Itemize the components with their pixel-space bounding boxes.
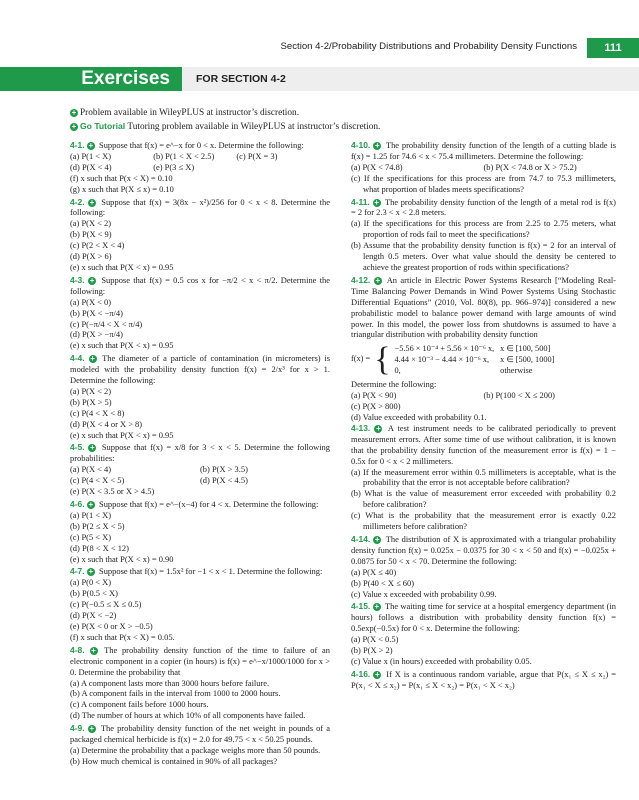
pdf-cases xyxy=(395,343,561,376)
problem-options xyxy=(351,467,616,532)
option-item: (b) P(X > 3.5) xyxy=(200,464,248,475)
problem-options xyxy=(70,386,330,441)
problem-statement xyxy=(70,645,330,678)
plus-icon: + xyxy=(90,354,95,364)
pdf-case-cond: x ∈ [500, 1000] xyxy=(500,355,555,365)
problem-4-4- xyxy=(70,353,330,440)
option-item: (b) P(X > 2) xyxy=(351,645,393,656)
brace-glyph: { xyxy=(374,340,391,378)
problem-text: Suppose that f(x) = 0.5 cos x for −π/2 < x < π/2. Determine the following: xyxy=(70,274,331,296)
problem-options xyxy=(70,577,330,642)
problem-statement xyxy=(351,140,616,162)
option-item: (c) P(5 < X) xyxy=(70,531,112,542)
problem-number: 4-3. xyxy=(70,274,89,285)
option-item: (e) P(3 ≤ X) xyxy=(153,161,195,172)
option-item: (d) P(X < −2) xyxy=(70,610,117,621)
option-item: (c) P(−π/4 < X < π/4) xyxy=(70,318,143,329)
option-item: (b) P(40 < X ≤ 60) xyxy=(351,577,415,588)
plus-icon: + xyxy=(89,275,95,285)
problem-number: 4-9. xyxy=(70,723,88,734)
option-item: (a) P(X < 0.5) xyxy=(351,634,399,645)
option-item: (a) P(X < 0) xyxy=(70,296,112,307)
problem-options xyxy=(70,678,330,722)
problem-number: 4-4. xyxy=(70,353,89,364)
problem-statement xyxy=(70,275,330,297)
pdf-case-row xyxy=(395,343,561,354)
problem-statement xyxy=(351,601,616,634)
problem-4-3- xyxy=(70,275,330,351)
problem-number: 4-7. xyxy=(70,566,87,577)
problem-number: 4-12. xyxy=(351,274,374,285)
problem-text: A test instrument needs to be calibrated periodically to prevent measurement errors. After some time of use without calibration, it is known that the probability density function of the measurement error is f(x) = 1 − 0.5x for 0 < x < 2 millimeters. xyxy=(351,422,616,466)
pdf-lhs: f(x) = xyxy=(351,354,371,364)
option-item: (b) P(X < 74.8 or X > 75.2) xyxy=(483,161,577,172)
option-item: (b) P(1 < X < 2.5) xyxy=(153,150,215,161)
option-item: (d) P(X > −π/4) xyxy=(70,329,123,340)
option-item: (d) The number of hours at which 10% of all components have failed. xyxy=(70,710,306,721)
option-item: (c) Value x (in hours) exceeded with probability 0.05. xyxy=(351,655,532,666)
problem-number: 4-10. xyxy=(351,140,374,150)
problem-options xyxy=(70,745,330,767)
option-item: (b) Assume that the probability density function is f(x) = 2 for an interval of length 0.5 meters. Over what value should the density be centered to achieve the greatest proportion of rods within specifications? xyxy=(351,240,616,272)
legend-line-wileyplus: + Problem available in WileyPLUS at instructor’s discretion. xyxy=(71,108,300,118)
option-item: (c) P(X = 3) xyxy=(236,150,278,161)
problem-options xyxy=(70,464,330,497)
option-item: (c) What is the probability that the measurement error is exactly 0.22 millimeters before calibration? xyxy=(351,510,616,532)
pdf-case-expr: 4.44 × 10⁻³ − 4.44 × 10⁻⁶ x, xyxy=(394,355,490,365)
option-item: (f) x such that P(x < X) = 0.10 xyxy=(70,172,173,183)
problem-number: 4-14. xyxy=(351,534,374,544)
problem-number: 4-13. xyxy=(351,422,375,433)
option-item: (a) P(X < 2) xyxy=(70,218,112,229)
problem-text: The probability density function of the net weight in pounds of a packaged chemical herbicide is f(x) = 2.0 for 49.75 < x < 50.25 pounds. xyxy=(70,723,330,745)
option-item: (a) P(X < 90) xyxy=(351,390,397,401)
plus-icon: + xyxy=(71,122,77,131)
pdf-case-row xyxy=(395,365,561,376)
problem-number: 4-5. xyxy=(70,442,89,453)
option-item: (f) x such that P(x < X) = 0.05. xyxy=(70,631,175,642)
option-item: (e) x such that P(X < x) = 0.95 xyxy=(70,340,174,351)
option-item: (a) Determine the probability that a package weighs more than 50 pounds. xyxy=(70,744,321,755)
problem-options xyxy=(70,151,330,173)
go-tutorial-label: Go Tutorial xyxy=(80,121,126,131)
problem-text: Suppose that f(x) = 1.5x² for −1 < x < 1. Determine the following: xyxy=(99,566,323,577)
option-item: (a) P(1 < X) xyxy=(70,150,112,161)
option-item: (b) P(2 ≤ X < 5) xyxy=(70,520,125,531)
plus-icon: + xyxy=(374,141,380,150)
problem-statement xyxy=(70,353,330,386)
exercises-subtitle: FOR SECTION 4-2 xyxy=(196,73,286,85)
plus-icon: + xyxy=(374,535,380,544)
option-item: (c) If the specifications for this process are from 74.7 to 75.3 millimeters, what proportion of blades meets specifications? xyxy=(351,172,616,194)
plus-icon: + xyxy=(88,567,94,577)
problem-text: Suppose that f(x) = e^−(x−4) for 4 < x. Determine the following: xyxy=(99,499,319,509)
option-item: (a) If the measurement error within 0.5 millimeters is acceptable, what is the probability that the error is not acceptable before calibration? xyxy=(351,466,616,488)
problem-4-5- xyxy=(70,442,330,497)
pdf-after: Determine the following: xyxy=(351,379,437,390)
option-item: (b) P(X < −π/4) xyxy=(70,307,123,318)
option-item: (d) P(X < 4 or X > 8) xyxy=(70,418,143,429)
option-item: (e) P(X < 0 or X > −0.5) xyxy=(70,620,153,631)
option-item: (a) P(0 < X) xyxy=(70,577,112,588)
option-item: (b) P(X < 9) xyxy=(70,229,112,240)
legend-line-tutorial: + Go Tutorial Tutoring problem available in WileyPLUS at instructor’s discretion. xyxy=(71,121,381,132)
problem-options xyxy=(70,510,330,565)
problem-4-8- xyxy=(70,645,330,721)
legend xyxy=(70,107,380,134)
problem-number: 4-16. xyxy=(351,668,374,679)
option-item: (c) P(4 < X < 5) xyxy=(70,475,125,486)
plus-icon: + xyxy=(89,724,95,734)
plus-icon: + xyxy=(89,197,95,207)
problem-statement xyxy=(351,669,616,691)
problem-4-14- xyxy=(351,534,616,599)
problem-4-2- xyxy=(70,197,330,273)
problem-text: Suppose that f(x) = x/8 for 3 < x < 5. Determine the following probabilities: xyxy=(70,442,330,464)
plus-icon: + xyxy=(91,645,96,655)
plus-icon: + xyxy=(89,443,95,453)
problem-statement xyxy=(70,442,330,464)
option-item: (d) Value exceeded with probability 0.1. xyxy=(351,412,487,423)
option-item: (d) P(X < 4.5) xyxy=(200,475,248,486)
problem-statement xyxy=(70,140,330,151)
option-item: (b) How much chemical is contained in 90% of all packages? xyxy=(70,755,278,766)
option-item: (c) P(4 < X < 8) xyxy=(70,407,125,418)
problem-4-13- xyxy=(351,423,616,532)
section-title: Section 4-2/Probability Distributions and Probability Density Functions xyxy=(280,41,577,52)
running-header xyxy=(0,38,639,58)
pdf-case-expr: −5.56 × 10⁻⁴ + 5.56 × 10⁻⁶ x, xyxy=(394,344,495,354)
problem-number: 4-2. xyxy=(70,196,89,207)
option-item: (c) Value x exceeded with probability 0.99. xyxy=(351,588,497,599)
problem-text: Suppose that f(x) = 3(8x − x²)/256 for 0 < x < 8. Determine the following: xyxy=(70,196,330,218)
problem-number: 4-6. xyxy=(70,499,87,509)
problem-options xyxy=(351,218,616,273)
option-item: (e) x such that P(X < x) = 0.95 xyxy=(70,429,174,440)
option-item: (a) A component lasts more than 3000 hours before failure. xyxy=(70,677,270,688)
problem-statement xyxy=(70,197,330,219)
problem-text: The probability density function of the length of a metal rod is f(x) = 2 for 2.3 < x < 2.8 meters. xyxy=(351,196,616,218)
left-column xyxy=(70,140,330,769)
option-item: (a) P(X ≤ 40) xyxy=(351,566,397,577)
option-item: (d) P(X < 4) xyxy=(70,161,112,172)
option-item: (a) If the specifications for this process are from 2.25 to 2.75 meters, what proportion of rods fail to meet the specifications? xyxy=(351,218,616,240)
exercises-title: Exercises xyxy=(0,67,182,91)
problem-options xyxy=(351,390,616,423)
plus-icon: + xyxy=(376,423,381,433)
problem-text: The probability density function of the time to failure of an electronic component in a copier (in hours) is f(x) = e^−x/1000/1000 for x > 0. Determine the probability that xyxy=(70,644,330,677)
pdf-case-cond: x ∈ [100, 500] xyxy=(500,344,551,354)
pdf-case-expr: 0, xyxy=(394,366,401,376)
problem-4-6- xyxy=(70,499,330,564)
right-column xyxy=(351,140,616,693)
piecewise-pdf xyxy=(351,340,616,378)
problem-statement xyxy=(70,566,330,577)
problem-options xyxy=(70,297,330,352)
option-item: (b) P(100 < X ≤ 200) xyxy=(483,390,555,401)
option-item: (c) P(X > 800) xyxy=(351,401,401,412)
option-item: (c) P(2 < X < 4) xyxy=(70,240,125,251)
problem-statement xyxy=(70,723,330,745)
option-item: (e) P(X < 3.5 or X > 4.5) xyxy=(70,486,155,497)
problem-statement xyxy=(351,197,616,219)
option-item: (g) x such that P(X ≤ x) = 0.10 xyxy=(70,183,174,194)
option-item: (e) x such that P(X < x) = 0.90 xyxy=(70,553,174,564)
option-item: (b) P(X > 5) xyxy=(70,396,112,407)
problem-4-15- xyxy=(351,601,616,666)
problem-text: Suppose that f(x) = e^−x for 0 < x. Determine the following: xyxy=(99,140,304,150)
problem-statement xyxy=(351,423,616,467)
option-item: (d) P(X > 6) xyxy=(70,251,112,262)
problem-text: The diameter of a particle of contamination (in micrometers) is modeled with the probability density function f(x) = 2/x³ for x > 1. Determine the following: xyxy=(70,353,330,386)
plus-icon: + xyxy=(375,669,380,679)
plus-icon: + xyxy=(71,108,77,117)
plus-icon: + xyxy=(88,500,94,509)
problem-options xyxy=(351,162,616,173)
option-item: (b) A component fails in the interval from 1000 to 2000 hours. xyxy=(70,688,281,699)
exercises-banner xyxy=(0,67,639,91)
option-item: (a) P(X < 4) xyxy=(70,464,112,475)
problem-4-1- xyxy=(70,140,330,195)
option-item: (d) P(8 < X < 12) xyxy=(70,542,129,553)
problem-4-12- xyxy=(351,275,616,340)
page-number: 111 xyxy=(587,38,639,58)
option-item: (a) P(X < 74.8) xyxy=(351,161,403,172)
problem-number: 4-11. xyxy=(351,196,373,207)
problem-statement xyxy=(351,534,616,567)
problem-4-16- xyxy=(351,669,616,691)
problem-text: The waiting time for service at a hospital emergency department (in hours) follows a distribution with probability density function f(x) = 0.5exp(−0.5x) for 0 < x. Determine the following: xyxy=(351,601,617,634)
plus-icon: + xyxy=(375,275,381,285)
problem-statement xyxy=(70,499,330,510)
problem-4-10- xyxy=(351,140,616,195)
plus-icon: + xyxy=(374,602,380,612)
plus-icon: + xyxy=(88,141,94,150)
problem-number: 4-8. xyxy=(70,644,90,655)
option-item: (c) P(−0.5 ≤ X ≤ 0.5) xyxy=(70,599,142,610)
problem-options xyxy=(351,567,616,600)
problem-4-9- xyxy=(70,723,330,767)
problem-text: An article in Electric Power Systems Research [“Modeling Real-Time Balancing Power Demands in Wind Power Systems Using Stochastic Differential Equations” (2010, Vol. 80(8), pp. 966–974)] considered a new probabilistic model to balance power demand with large amounts of wind power. In this model, the power loss from shutdowns is assumed to have a triangular distribution with probability density function xyxy=(351,274,616,340)
option-item: (a) P(X < 2) xyxy=(70,385,112,396)
option-item: (e) x such that P(X < x) = 0.95 xyxy=(70,261,174,272)
problem-text: The probability density function of the length of a cutting blade is f(x) = 1.25 for 74.6 < x < 75.4 millimeters. Determine the following: xyxy=(351,140,616,161)
option-item: (b) What is the value of measurement error exceeded with probability 0.2 before calibration? xyxy=(351,488,616,510)
problem-4-11- xyxy=(351,197,616,273)
plus-icon: + xyxy=(374,197,379,207)
pdf-case-cond: otherwise xyxy=(500,366,533,376)
problem-options xyxy=(70,218,330,273)
problem-number: 4-15. xyxy=(351,601,373,612)
option-item: (a) P(1 < X) xyxy=(70,509,112,520)
problem-options xyxy=(351,634,616,667)
problem-text: The distribution of X is approximated with a triangular probability density function f(x) = 0.025x − 0.0375 for 30 < x < 50 and f(x) = −0.025x + 0.0875 for 50 < x < 70. Determine the following: xyxy=(351,534,617,566)
problem-text: If X is a continuous random variable, argue that P(x₁ ≤ X ≤ x₂) = P(x₁ < X ≤ x₂) = P(x₁ ≤ X < x₂) = P(x₁ < X < x₂) xyxy=(351,668,617,690)
pdf-case-row xyxy=(395,354,561,365)
option-item: (c) A component fails before 1000 hours. xyxy=(70,699,209,710)
option-item: (b) P(0.5 < X) xyxy=(70,588,118,599)
problem-statement xyxy=(351,275,616,340)
problem-number: 4-1. xyxy=(70,140,87,150)
problem-4-7- xyxy=(70,566,330,642)
